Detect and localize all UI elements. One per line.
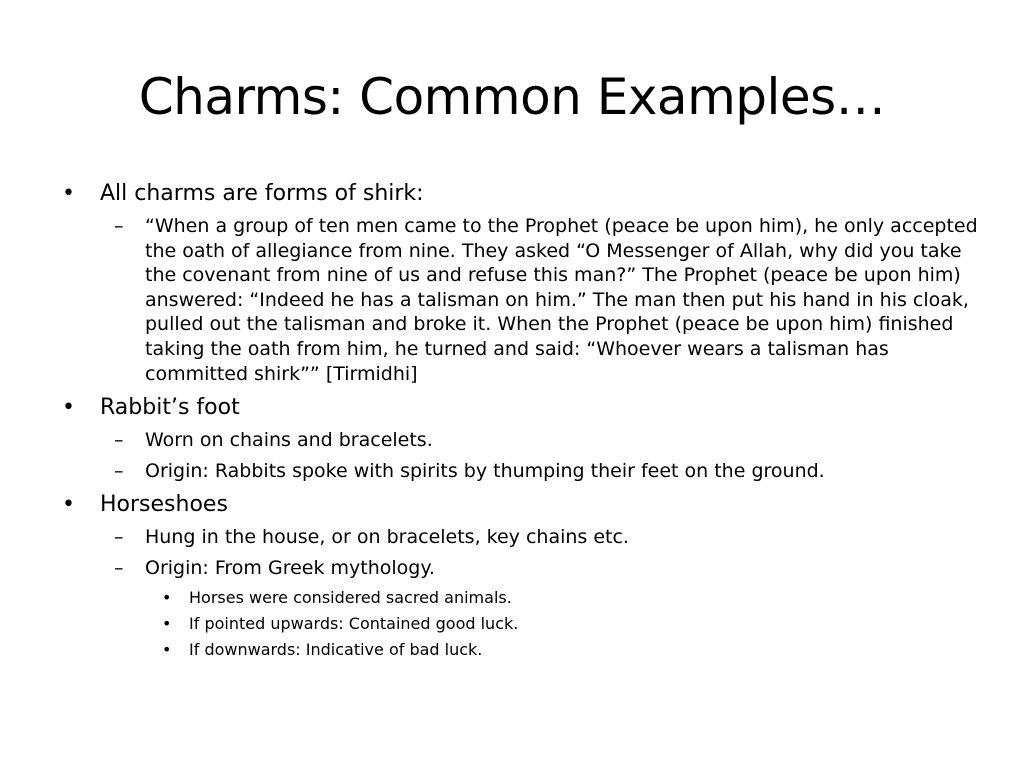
bullet-icon: • bbox=[62, 492, 75, 518]
sub-sub-item-sacred-animals bbox=[58, 587, 978, 609]
dash-icon: – bbox=[114, 556, 124, 579]
sub-sub-item-text: If pointed upwards: Contained good luck. bbox=[189, 613, 519, 633]
sub-sub-item-downwards bbox=[58, 639, 978, 661]
sub-item-text: “When a group of ten men came to the Prophet (peace be upon him), he only accepted the oath of allegiance from nine. They asked “O Messenger of Allah, why did you take the covenant from nine of us and refuse this man?” The Prophet (peace be upon him) answered: “Indeed he has a talisman on him.” The man then put his hand in his cloak, pulled out the talisman and broke it. When the Prophet (peace be upon him) finished taking the oath from him, he turned and said: “Whoever wears a talisman has committed shirk”” [Tirmidhi] bbox=[145, 215, 978, 385]
bullet-icon: • bbox=[162, 587, 172, 607]
bullet-icon: • bbox=[162, 613, 172, 633]
sub-item-worn-on-chains bbox=[58, 428, 978, 453]
bullet-item-rabbits-foot bbox=[58, 392, 978, 424]
sub-item-text: Origin: Rabbits spoke with spirits by thumping their feet on the ground. bbox=[145, 459, 825, 482]
bullet-icon: • bbox=[62, 181, 75, 206]
slide-content bbox=[58, 178, 978, 667]
sub-sub-list bbox=[58, 587, 978, 661]
sub-item-horseshoe-origin bbox=[58, 556, 978, 581]
sub-sub-item-pointed-upwards bbox=[58, 613, 978, 635]
sub-item-rabbit-origin bbox=[58, 459, 978, 484]
bullet-icon: • bbox=[62, 395, 75, 421]
slide-title: Charms: Common Examples… bbox=[138, 68, 886, 126]
sub-list bbox=[58, 428, 978, 483]
sub-item-hadith-quote bbox=[58, 214, 978, 386]
dash-icon: – bbox=[114, 526, 124, 549]
bullet-text: Rabbit’s foot bbox=[100, 395, 240, 421]
bullet-item-horseshoes bbox=[58, 489, 978, 521]
sub-list bbox=[58, 214, 978, 386]
sub-sub-item-text: If downwards: Indicative of bad luck. bbox=[189, 639, 483, 659]
sub-item-text: Worn on chains and bracelets. bbox=[145, 429, 433, 452]
dash-icon: – bbox=[114, 215, 124, 237]
dash-icon: – bbox=[114, 459, 124, 482]
sub-item-text: Hung in the house, or on bracelets, key chains etc. bbox=[145, 526, 629, 549]
bullet-text: Horseshoes bbox=[100, 492, 228, 518]
sub-list bbox=[58, 525, 978, 660]
bullet-item-all-charms bbox=[58, 178, 978, 210]
dash-icon: – bbox=[114, 429, 124, 452]
sub-sub-item-text: Horses were considered sacred animals. bbox=[189, 587, 512, 607]
sub-item-text: Origin: From Greek mythology. bbox=[145, 556, 435, 579]
bullet-text: All charms are forms of shirk: bbox=[100, 181, 424, 206]
bullet-icon: • bbox=[162, 639, 172, 659]
sub-item-hung-in-house bbox=[58, 525, 978, 550]
